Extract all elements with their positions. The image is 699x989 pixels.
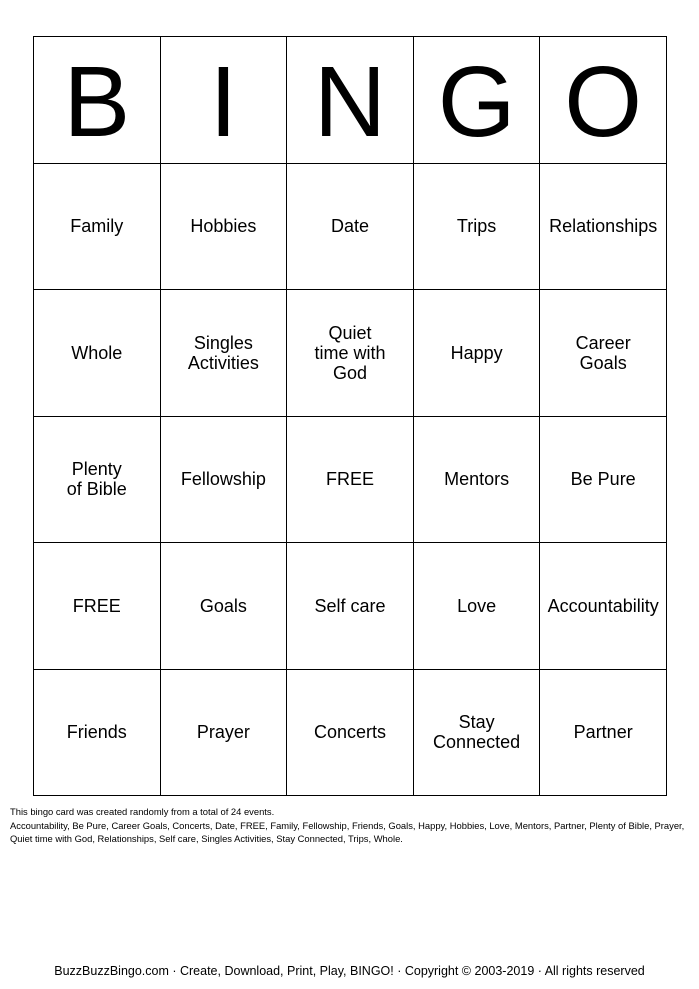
header-letter-o: O [540,37,667,164]
cell-text: Fellowship [180,469,266,490]
bingo-cell [161,543,288,670]
cell-text: Stay Connected [433,712,521,753]
cell-text: Goals [199,595,247,616]
footer-copyright: BuzzBuzzBingo.com · Create, Download, Print, Play, BINGO! · Copyright © 2003-2019 · All rights reserved [54,964,645,978]
free-space-cell [287,417,414,544]
bingo-cell [161,670,288,797]
cell-text: Partner [573,722,633,743]
cell-text: Relationships [549,216,658,237]
bingo-cell [414,670,541,797]
cell-text: Happy [450,342,503,363]
bingo-cell [414,164,541,291]
header-letter-i: I [161,37,288,164]
header-letter-n: N [287,37,414,164]
cell-text: Quiet time with God [314,322,386,383]
bingo-cell [540,543,667,670]
bingo-cell [287,290,414,417]
card-info-note [10,805,695,846]
bingo-cell [34,543,161,670]
header-letter-g: G [414,37,541,164]
cell-text: Singles Activities [187,332,259,373]
note-event-list: Accountability, Be Pure, Career Goals, Concerts, Date, FREE, Family, Fellowship, Friends, Goals, Happy, Hobbies, Love, Mentors, Partner, Plenty of Bible, Prayer, Quiet time with God, Relationships, Self care, Singles Activities, Stay Connected, Trips, Whole. [10,819,685,844]
bingo-cell [34,417,161,544]
bingo-cell [34,164,161,291]
cell-text: Trips [456,216,497,237]
cell-text: Whole [71,342,123,363]
cell-text: Be Pure [570,469,636,490]
cell-text: Friends [66,722,127,743]
bingo-cell [34,290,161,417]
cell-text: Love [457,595,497,616]
bingo-cell [540,290,667,417]
header-letter-b: B [34,37,161,164]
bingo-cell [414,290,541,417]
bingo-cell [287,670,414,797]
cell-text: Family [70,216,124,237]
bingo-cell [540,417,667,544]
cell-text: Hobbies [190,216,257,237]
cell-text: Accountability [547,595,659,616]
bingo-card [33,36,667,796]
bingo-cell [540,670,667,797]
cell-text: Mentors [444,469,510,490]
cell-text: Self care [314,595,386,616]
cell-text: FREE [325,469,374,490]
cell-text: Plenty of Bible [66,459,127,500]
cell-text: FREE [72,595,121,616]
bingo-cell [161,290,288,417]
bingo-cell [161,417,288,544]
bingo-cell [414,417,541,544]
cell-text: Concerts [313,722,386,743]
bingo-cell [287,543,414,670]
cell-text: Career Goals [575,332,631,373]
cell-text: Date [330,216,369,237]
bingo-cell [34,670,161,797]
cell-text: Prayer [196,722,250,743]
bingo-cell [287,164,414,291]
bingo-cell [161,164,288,291]
bingo-cell [414,543,541,670]
note-summary: This bingo card was created randomly from a total of 24 events. [10,806,275,817]
bingo-cell [540,164,667,291]
